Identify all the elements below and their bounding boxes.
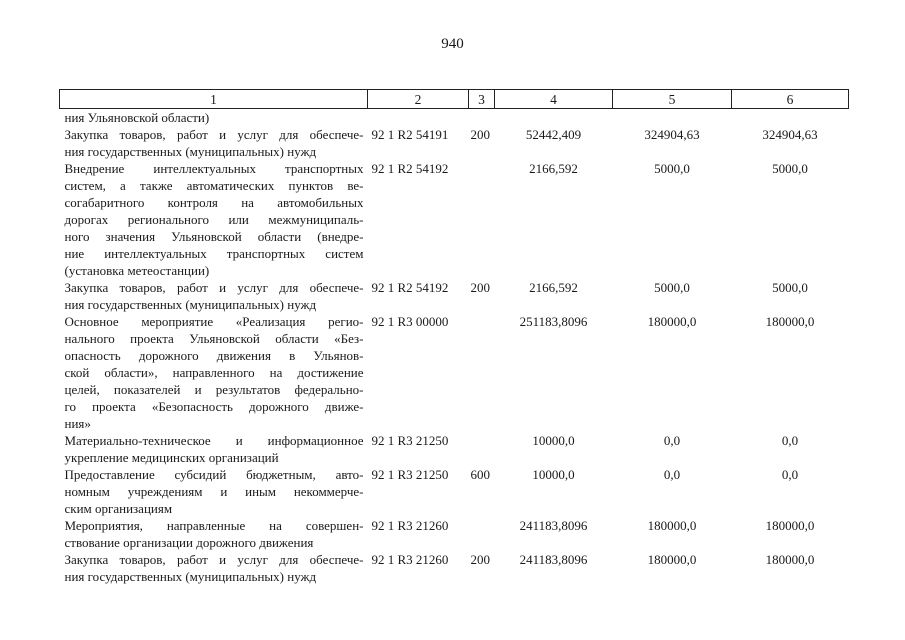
amount-col4-cell: 10000,0: [532, 467, 575, 482]
budget-code-cell: 92 1 R3 21260: [371, 518, 449, 533]
item-name-line: ного значения Ульяновской области (внедре-: [64, 229, 364, 244]
table-row: [60, 126, 849, 160]
amount-col4-cell: 2166,592: [529, 280, 578, 295]
item-name-line: ствование организации дорожного движения: [64, 535, 314, 550]
budget-code-cell: [368, 109, 469, 127]
page-number: 940: [441, 36, 464, 52]
item-name-line: го проекта «Безопасность дорожного движе-: [64, 399, 364, 414]
item-name-line: ния государственных (муниципальных) нужд: [64, 297, 317, 312]
expense-type-cell: [469, 313, 495, 432]
expense-type-cell: [469, 160, 495, 279]
expense-type-cell: 200: [470, 280, 490, 295]
item-name-line: дорогах регионального или межмуниципаль-: [64, 212, 364, 227]
amount-col5-cell: 5000,0: [654, 280, 690, 295]
budget-code-cell: 92 1 R3 21250: [371, 467, 449, 482]
expense-type-cell: [469, 109, 495, 127]
item-name-cell: [60, 517, 368, 551]
item-name-line: ским организациям: [64, 501, 173, 516]
table-row: [60, 551, 849, 585]
budget-code-cell: 92 1 R2 54192: [371, 161, 449, 176]
amount-col4-cell: [495, 109, 613, 127]
amount-col4-cell: 241183,8096: [519, 552, 588, 567]
item-name-line: ния Ульяновской области): [64, 110, 210, 125]
item-name-line: согабаритного контроля на автомобильных: [64, 195, 364, 210]
expense-type-cell: 200: [470, 552, 490, 567]
item-name-line: нального проекта Ульяновской области «Без-: [64, 331, 364, 346]
budget-code-cell: 92 1 R2 54191: [371, 127, 449, 142]
table-row: [60, 279, 849, 313]
amount-col6-cell: [732, 109, 849, 127]
item-name-cell: [60, 160, 368, 279]
item-name-line: номным учреждениям и иным некоммерче-: [64, 484, 364, 499]
item-name-line: ние интеллектуальных транспортных систем: [64, 246, 364, 261]
amount-col5-cell: 180000,0: [647, 314, 697, 329]
item-name-cell: [60, 109, 368, 127]
amount-col4-cell: 241183,8096: [519, 518, 588, 533]
item-name-line: ния государственных (муниципальных) нужд: [64, 569, 317, 584]
amount-col5-cell: [613, 109, 732, 127]
item-name-cell: [60, 279, 368, 313]
item-name-line: Материально-техническое и информационное: [64, 433, 364, 448]
amount-col4-cell: 10000,0: [532, 433, 575, 448]
amount-col6-cell: 180000,0: [765, 518, 815, 533]
amount-col4-cell: 2166,592: [529, 161, 578, 176]
item-name-line: Закупка товаров, работ и услуг для обеспече-: [64, 280, 364, 295]
expense-type-cell: [469, 432, 495, 466]
amount-col6-cell: 180000,0: [765, 552, 815, 567]
item-name-cell: [60, 313, 368, 432]
column-header-6: 6: [732, 90, 849, 109]
item-name-line: опасность дорожного движения в Ульянов-: [64, 348, 364, 363]
item-name-line: укрепление медицинских организаций: [64, 450, 279, 465]
table-row: [60, 517, 849, 551]
item-name-line: Основное мероприятие «Реализация регио-: [64, 314, 364, 329]
item-name-line: ния»: [64, 416, 91, 431]
amount-col6-cell: 0,0: [781, 467, 799, 482]
item-name-line: Закупка товаров, работ и услуг для обеспече-: [64, 552, 364, 567]
column-header-5: 5: [613, 90, 732, 109]
expense-type-cell: [469, 517, 495, 551]
amount-col5-cell: 5000,0: [654, 161, 690, 176]
amount-col5-cell: 0,0: [663, 467, 681, 482]
amount-col6-cell: 5000,0: [772, 280, 808, 295]
amount-col5-cell: 324904,63: [644, 127, 700, 142]
item-name-cell: [60, 126, 368, 160]
amount-col5-cell: 0,0: [663, 433, 681, 448]
item-name-line: Мероприятия, направленные на совершен-: [64, 518, 364, 533]
item-name-line: Предоставление субсидий бюджетным, авто-: [64, 467, 364, 482]
budget-code-cell: 92 1 R3 21260: [371, 552, 449, 567]
table-row: [60, 160, 849, 279]
item-name-cell: [60, 466, 368, 517]
item-name-line: целей, показателей и результатов федерально-: [64, 382, 364, 397]
column-header-1: 1: [60, 90, 368, 109]
item-name-line: ния государственных (муниципальных) нужд: [64, 144, 317, 159]
column-header-3: 3: [469, 90, 495, 109]
amount-col4-cell: 251183,8096: [519, 314, 588, 329]
amount-col6-cell: 0,0: [781, 433, 799, 448]
table-header: [60, 90, 849, 109]
item-name-line: Закупка товаров, работ и услуг для обеспече-: [64, 127, 364, 142]
item-name-line: систем, а также автоматических пунктов ве-: [64, 178, 364, 193]
amount-col6-cell: 180000,0: [765, 314, 815, 329]
budget-table: [59, 89, 849, 585]
amount-col6-cell: 324904,63: [762, 127, 818, 142]
table-row: [60, 432, 849, 466]
column-header-4: 4: [495, 90, 613, 109]
amount-col5-cell: 180000,0: [647, 552, 697, 567]
item-name-line: (установка метеостанции): [64, 263, 210, 278]
budget-code-cell: 92 1 R2 54192: [371, 280, 449, 295]
table-row: [60, 466, 849, 517]
item-name-cell: [60, 551, 368, 585]
expense-type-cell: 600: [470, 467, 490, 482]
amount-col6-cell: 5000,0: [772, 161, 808, 176]
item-name-cell: [60, 432, 368, 466]
column-header-2: 2: [368, 90, 469, 109]
item-name-line: ской области», направленного на достижение: [64, 365, 364, 380]
table-row: [60, 313, 849, 432]
budget-code-cell: 92 1 R3 00000: [371, 314, 449, 329]
table-body: [60, 109, 849, 586]
expense-type-cell: 200: [470, 127, 490, 142]
amount-col5-cell: 180000,0: [647, 518, 697, 533]
budget-code-cell: 92 1 R3 21250: [371, 433, 449, 448]
table-row: [60, 109, 849, 127]
amount-col4-cell: 52442,409: [525, 127, 582, 142]
item-name-line: Внедрение интеллектуальных транспортных: [64, 161, 364, 176]
